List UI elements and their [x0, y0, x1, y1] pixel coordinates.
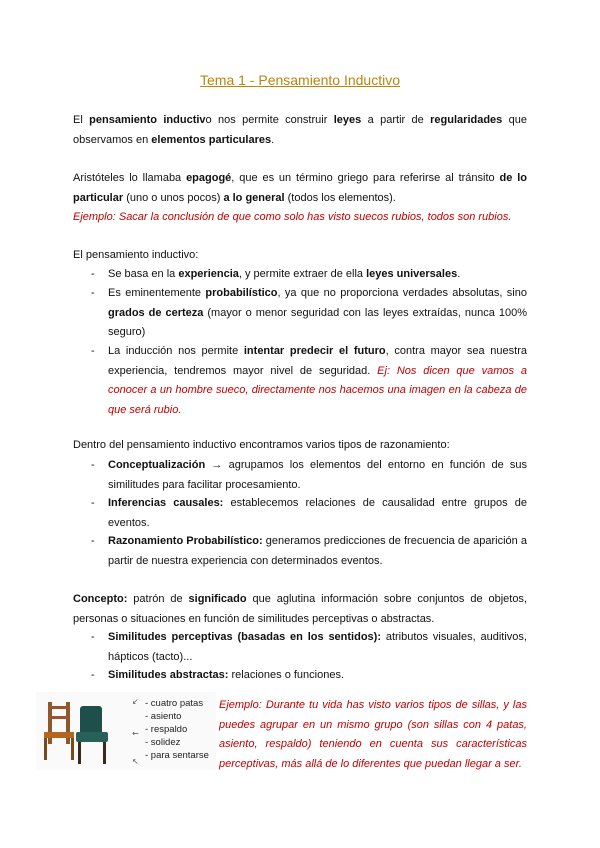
list-item: - Es eminentemente probabilístico, ya que no proporciona verdades absolutas, sino grados de certeza (mayor o menor seguridad con las leyes extraídas, nunca 100% seguro): [91, 287, 527, 338]
list-item: - Conceptualización → agrupamos los elementos del entorno en función de sus similitudes para facilitar procesamiento.: [91, 459, 527, 491]
arrow-icon: ↖: [132, 757, 139, 766]
concept-paragraph: Concepto: patrón de significado que aglutina información sobre conjuntos de objetos, personas o situaciones en función de similitudes perceptivas o abstractas.: [73, 593, 527, 625]
list-item: - Similitudes perceptivas (basadas en los sentidos): atributos visuales, auditivos, hápticos (tacto)...: [91, 631, 527, 663]
example-swedes: Ejemplo: Sacar la conclusión de que como solo has visto suecos rubios, todos son rubios.: [73, 211, 512, 223]
list-item: - Se basa en la experiencia, y permite extraer de ella leyes universales.: [91, 268, 461, 280]
list-item: - Similitudes abstractas: relaciones o funciones.: [91, 669, 345, 681]
arrow-icon: ↙: [132, 697, 139, 706]
chair-attributes: - cuatro patas - asiento - respaldo - solidez - para sentarse: [145, 698, 209, 761]
aristotle-paragraph: Aristóteles lo llamaba epagogé, que es un término griego para referirse al tránsito de lo particular (uno o unos pocos) a lo general (todos los elementos). Ejemplo: Sacar la conclusión de que como solo has visto suecos rubios, todos son rubios.: [73, 172, 528, 223]
reasoning-intro: Dentro del pensamiento inductivo encontramos varios tipos de razonamiento:: [73, 439, 450, 451]
page-title: Tema 1 - Pensamiento Inductivo: [200, 72, 400, 88]
list-item: - La inducción nos permite intentar predecir el futuro, contra mayor sea nuestra experiencia, tendremos mayor nivel de seguridad. Ej: Nos dicen que vamos a conocer a un hombre sueco, directamente nos hacemos una imagen en la cabeza de que será rubio.: [91, 345, 527, 416]
example-chairs: Ejemplo: Durante tu vida has visto varios tipos de sillas, y las puedes agrupar en un mismo grupo (son sillas con 4 patas, asiento, respaldo) teniendo en cuenta sus características perceptivas, más allá de lo diferentes que puedan llegar a ser.: [219, 699, 527, 770]
arrow-icon: ←: [132, 729, 139, 738]
chairs-illustration: [36, 692, 146, 770]
intro-paragraph: El pensamiento inductivo nos permite construir leyes a partir de regularidades que observamos en elementos particulares.: [73, 114, 528, 146]
upholstered-chair-icon: [76, 706, 108, 764]
list-item: - Razonamiento Probabilístico: generamos predicciones de frecuencia de aparición a partir de nuestra experiencia con determinados eventos.: [91, 535, 527, 567]
list-item: - Inferencias causales: establecemos relaciones de causalidad entre grupos de eventos.: [91, 497, 527, 529]
inductive-intro: El pensamiento inductivo:: [73, 249, 199, 261]
wooden-chair-icon: [44, 702, 74, 760]
